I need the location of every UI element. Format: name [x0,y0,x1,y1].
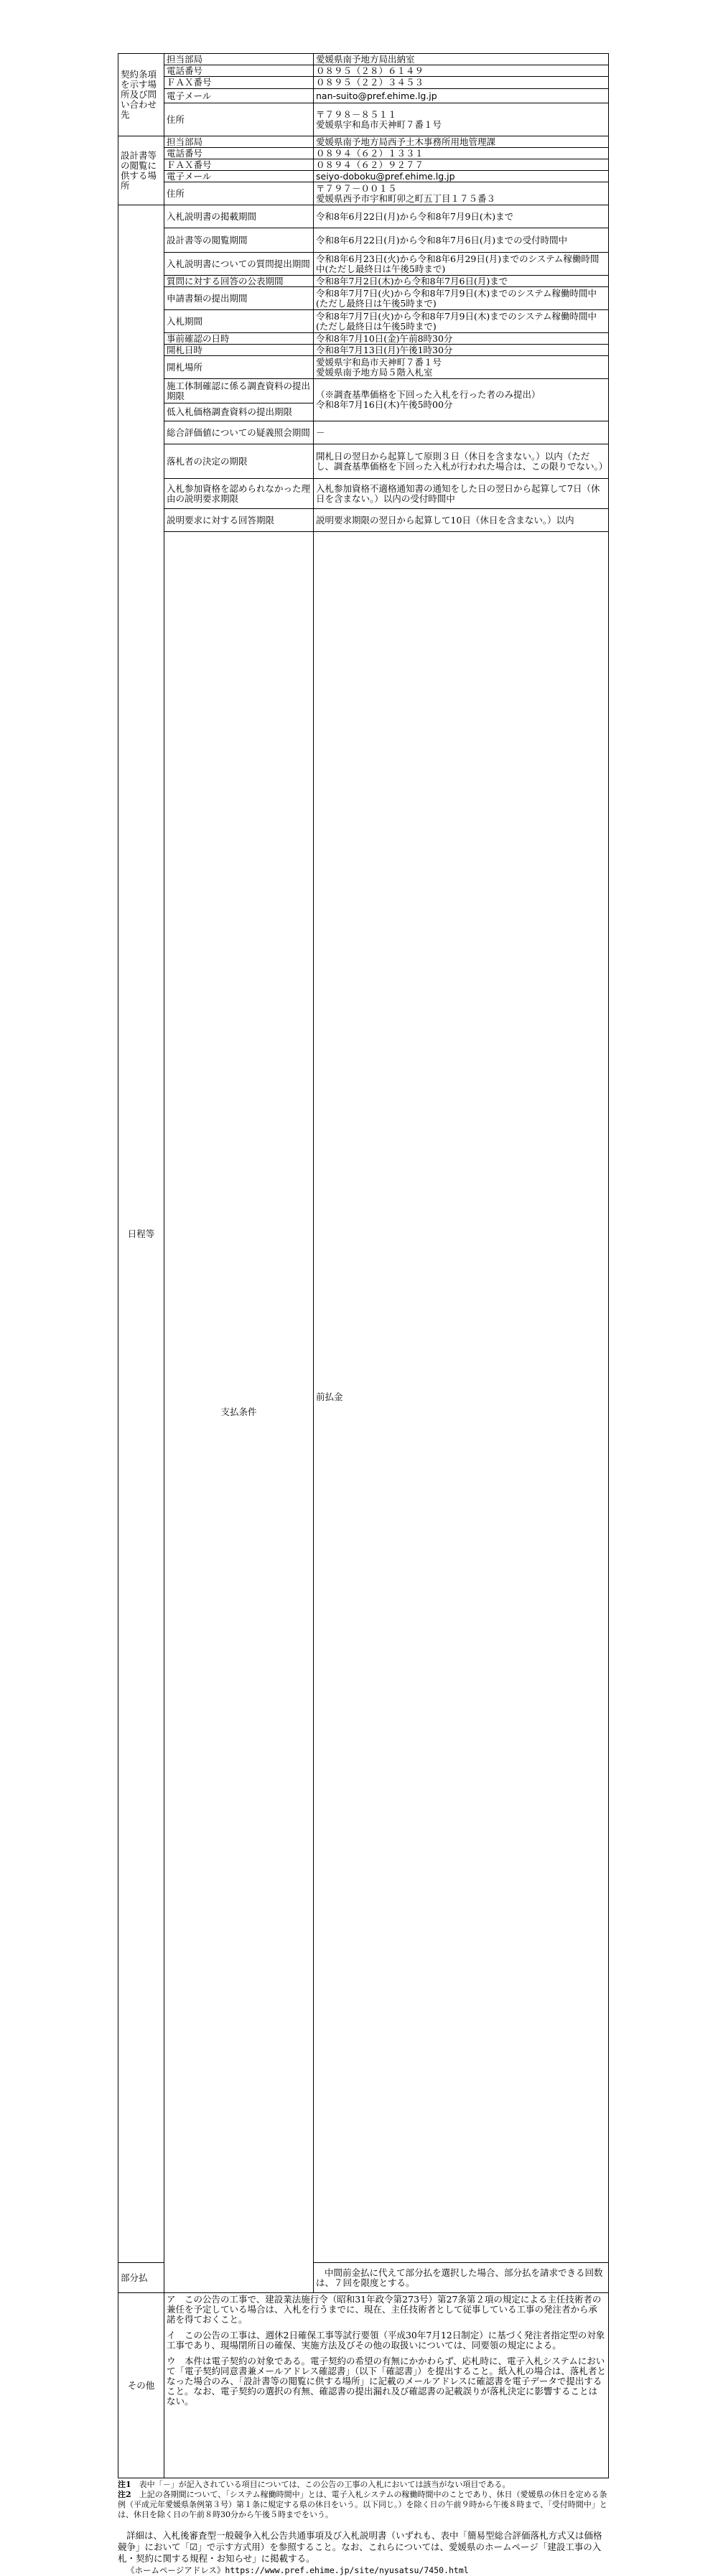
detail-section [118,2530,608,2576]
schedule-label: 入札説明書についての質問提出期間 [164,253,314,276]
schedule-section-label: 日程等 [118,205,164,2263]
advance-label: 前払金 [314,532,609,2263]
design-address-value [314,182,609,205]
notice-table [118,53,609,2478]
schedule-label: 落札者の決定の期限 [164,444,314,479]
schedule-label: 入札説明書の掲載期間 [164,205,314,228]
schedule-value: 開札日の翌日から起算して原則３日（休日を含まない。）以内（ただし、調査基準価格を下回った入札が行われた場合は、この限りでない。） [314,444,609,479]
schedule-value: 令和8年6月22日(月)から令和8年7月6日(月)までの受付時間中 [314,228,609,253]
contract-dept-value: 愛媛県南予地方局出納室 [314,54,609,65]
design-fax-value: ０８９４（６２）９２７７ [314,159,609,171]
note-2-text: 上記の各期間について、「システム稼働時間中」とは、電子入札システムの稼働時間中のことであり、休日（愛媛県の休日を定める条例（平成元年愛媛県条例第３号）第１条に規定する県の休日をいう。以下同じ。）を除く日の午前９時から午後８時まで、「受付時間中」とは、休日を除く日の午前８時30分から午後５時までをいう。 [118,2490,607,2519]
design-phone-label: 電話番号 [164,148,314,159]
contract-email-value[interactable]: nan-suito@pref.ehime.lg.jp [314,89,609,103]
schedule-value [314,356,609,379]
schedule-value: 令和8年6月22日(月)から令和8年7月9日(木)まで [314,205,609,228]
schedule-value: 令和8年7月7日(火)から令和8年7月9日(木)までのシステム稼働時間中(ただし最終日は午後5時まで) [314,310,609,333]
schedule-label: 入札参加資格を認められなかった理由の説明要求期限 [164,479,314,509]
contract-fax-value: ０８９５（２２）３４５３ [314,77,609,89]
schedule-merged-date: 令和8年7月16日(木)午後5時00分 [316,399,453,410]
design-section-label: 設計書等の閲覧に供する場所 [118,136,164,205]
note-2 [118,2490,608,2520]
other-item-u: ウ 本件は電子契約の対象である。電子契約の希望の有無にかかわらず、応札時に、電子入札システムにおいて「電子契約同意書兼メールアドレス確認書」（以下「確認書」）を提出すること。紙入札の場合は、落札者となった場合のみ、「設計書等の閲覧に供する場所」に記載のメールアドレスに確認書を電子データで提出すること。なお、電子契約の選択の有無、確認書の提出漏れ及び確認書の記載誤りが落札決定に影響することはない。 [167,2356,606,2407]
contract-phone-label: 電話番号 [164,65,314,77]
contract-dept-label: 担当部局 [164,54,314,65]
design-phone-value: ０８９４（６２）１３３１ [314,148,609,159]
schedule-value: － [314,421,609,444]
detail-text: 詳細は、入札後審査型一般競争入札公告共通事項及び入札説明書（いずれも、表中「簡易型総合評価落札方式又は価格競争」において「☑」で示す方式用）を参照すること。なお、これらについては、愛媛県のホームページ「建設工事の入札・契約に関する規程・お知らせ」に掲載する。 [118,2530,602,2564]
contract-street: 愛媛県宇和島市天神町７番１号 [316,118,442,130]
homepage-url[interactable]: 《ホームページアドレス》https://www.pref.ehime.jp/site/nyusatsu/7450.html [126,2565,469,2575]
schedule-merged-note: （※調査基準価格を下回った入札を行った者のみ提出） [316,389,541,400]
design-fax-label: ＦＡＸ番号 [164,159,314,171]
design-dept-label: 担当部局 [164,136,314,148]
other-content [164,2293,609,2478]
notes [118,2480,608,2520]
other-section-label: その他 [118,2293,164,2478]
contract-email-label: 電子メール [164,89,314,103]
design-email-label: 電子メール [164,171,314,182]
schedule-value: 令和8年6月23日(火)から令和8年6月29日(月)までのシステム稼働時間中(ただし最終日は午後5時まで) [314,253,609,276]
schedule-label: 開札日時 [164,345,314,356]
note-1 [118,2480,608,2490]
schedule-label: 入札期間 [164,310,314,333]
schedule-label: 申請書類の提出期間 [164,287,314,310]
document-page [118,53,608,2576]
schedule-merged-value [314,379,609,421]
note-2-label: 注2 [118,2490,131,2499]
contract-fax-label: ＦＡＸ番号 [164,77,314,89]
schedule-label: 説明要求に対する回答期限 [164,509,314,532]
schedule-value: 令和8年7月10日(金)午前8時30分 [314,333,609,345]
bid-place-line2: 愛媛県南予地方局５階入札室 [316,366,433,378]
schedule-label: 設計書等の閲覧期間 [164,228,314,253]
contract-phone-value: ０８９５（２８）６１４９ [314,65,609,77]
schedule-label: 事前確認の日時 [164,333,314,345]
design-street: 愛媛県西予市宇和町卯之町五丁目１７５番３ [316,192,496,204]
note-1-text: 表中「－」が記入されている項目については、この公告の工事の入札においては該当がない項目である。 [139,2480,510,2489]
schedule-value: 令和8年7月7日(火)から令和8年7月9日(木)までのシステム稼働時間中(ただし最終日は午後5時まで) [314,287,609,310]
other-item-i: イ この公告の工事は、週休2日確保工事等試行要領（平成30年7月12日制定）に基づく発注者指定型の対象工事であり、現場閉所日の確保、実施方法及びその他の取扱いについては、同要領の規定による。 [167,2330,605,2351]
partial-label: 部分払 [118,2263,164,2293]
bid-place-line1: 愛媛県宇和島市天神町７番１号 [316,356,442,368]
design-dept-value: 愛媛県南予地方局西予土木事務所用地管理課 [314,136,609,148]
contract-address-label: 住所 [164,103,314,136]
schedule-label: 総合評価値についての疑義照会期間 [164,421,314,444]
design-email-value[interactable]: seiyo-doboku@pref.ehime.lg.jp [314,171,609,182]
schedule-value: 令和8年7月2日(木)から令和8年7月6日(月)まで [314,276,609,287]
schedule-value: 説明要求期限の翌日から起算して10日（休日を含まない。）以内 [314,509,609,532]
contract-address-value [314,103,609,136]
schedule-value: 令和8年7月13日(月)午後1時30分 [314,345,609,356]
design-postal: 〒７９７－００１５ [316,182,397,194]
contract-postal: 〒７９８－８５１１ [316,108,397,120]
schedule-value: 入札参加資格不適格通知書の通知をした日の翌日から起算して7日（休日を含まない。）以内の受付時間中 [314,479,609,509]
note-1-label: 注1 [118,2480,131,2489]
other-item-a: ア この公告の工事で、建設業法施行令（昭和31年政令第273号）第27条第２項の規定による主任技術者の兼任を予定している場合は、入札を行うまでに、現在、主任技術者として従事している工事の発注者から承諾を得ておくこと。 [167,2294,602,2325]
schedule-label: 質問に対する回答の公表期間 [164,276,314,287]
payment-section-label: 支払条件 [164,532,314,2293]
partial-value: 中間前金払に代えて部分払を選択した場合、部分払を請求できる回数は、７回を限度とする。 [314,2263,609,2293]
contract-section-label: 契約条項を示す場所及び問い合わせ先 [118,54,164,136]
schedule-label: 開札場所 [164,356,314,379]
design-address-label: 住所 [164,182,314,205]
schedule-label: 施工体制確認に係る調査資料の提出期限 [164,379,314,403]
schedule-label: 低入札価格調査資料の提出期限 [164,403,314,421]
